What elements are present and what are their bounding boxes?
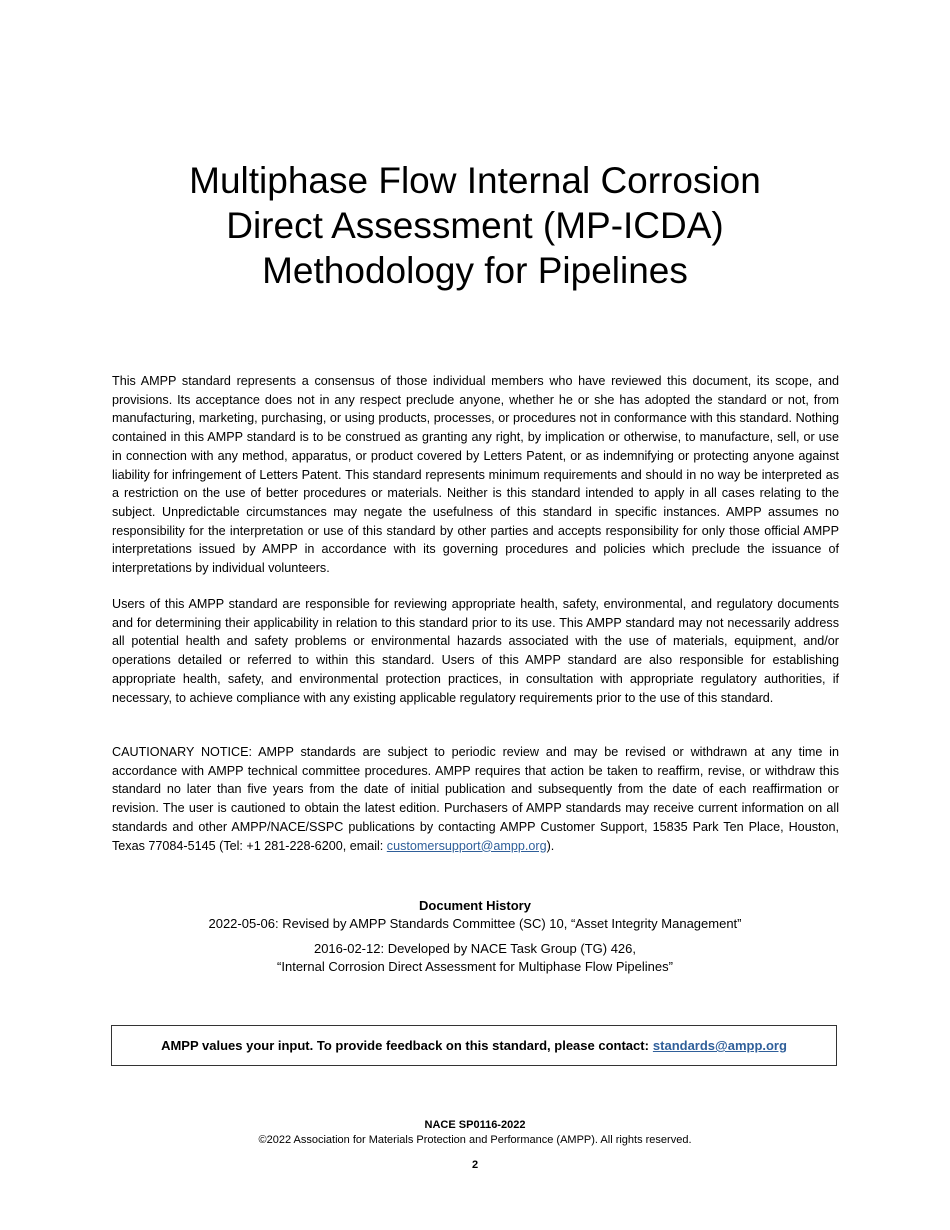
consensus-paragraph: This AMPP standard represents a consensus of those individual members who have reviewed this document, its scope, and provisions. Its acceptance does not in any respect preclude anyone, whether he or she has adopted the standard or not, from manufacturing, marketing, purchasing, or using products, processes, or procedures not in conformance with this standard. Nothing contained in this AMPP standard is to be construed as granting any right, by implication or otherwise, to manufacture, sell, or use in connection with any method, apparatus, or product covered by Letters Patent, or as indemnifying or protecting anyone against liability for infringement of Letters Patent. This standard represents minimum requirements and should in no way be interpreted as a restriction on the use of better procedures or materials. Neither is this standard intended to apply in all cases relating to the subject. Unpredictable circumstances may negate the usefulness of this standard in specific instances. AMPP assumes no responsibility for the interpretation or use of this standard by other parties and accepts responsibility for only those official AMPP interpretations issued by AMPP in accordance with its governing procedures and policies which preclude the issuance of interpretations by individual volunteers.: [112, 374, 839, 576]
cautionary-notice-paragraph: [112, 743, 839, 855]
history-entry-2016-line-2: “Internal Corrosion Direct Assessment for Multiphase Flow Pipelines”: [277, 958, 673, 974]
title-line-3: Methodology for Pipelines: [262, 250, 688, 291]
history-entry-2016-line-1: 2016-02-12: Developed by NACE Task Group (TG) 426,: [313, 941, 637, 956]
title-line-2: Direct Assessment (MP-ICDA): [226, 205, 724, 246]
document-history-heading: Document History: [419, 898, 531, 913]
cautionary-notice-text: CAUTIONARY NOTICE: AMPP standards are subject to periodic review and may be revised or withdrawn at any time in accordance with AMPP technical committee procedures. AMPP requires that action be taken to reaffirm, revise, or withdraw this standard no later than five years from the date of initial publication and subsequently from the date of each reaffirmation or revision. The user is cautioned to obtain the latest edition. Purchasers of AMPP standards may receive current information on all standards and other AMPP/NACE/SSPC publications by contacting AMPP Customer Support, 15835 Park Ten Place, Houston, Texas 77084-5145 (Tel: +1 281-228-6200, email:: [112, 745, 839, 853]
document-title: [0, 158, 950, 293]
page-footer: [0, 1118, 950, 1173]
document-history: [0, 897, 950, 975]
copyright-notice: ©2022 Association for Materials Protection and Performance (AMPP). All rights reserved.: [258, 1134, 692, 1146]
user-responsibility-paragraph: Users of this AMPP standard are responsible for reviewing appropriate health, safety, environmental, and regulatory documents and for determining their applicability in relation to this standard prior to its use. This AMPP standard may not necessarily address all potential health and safety problems or environmental hazards associated with the use of materials, equipment, and/or operations detailed or referred to within this standard. Users of this AMPP standard are also responsible for establishing appropriate health, safety, and environmental protection practices, in consultation with appropriate regulatory authorities, if necessary, to achieve compliance with any existing applicable regulatory requirements prior to the use of this standard.: [112, 597, 839, 705]
standards-email-link[interactable]: standards@ampp.org: [652, 1038, 787, 1053]
standard-code: NACE SP0116-2022: [424, 1119, 526, 1131]
feedback-box: [111, 1025, 837, 1066]
title-line-1: Multiphase Flow Internal Corrosion: [189, 160, 761, 201]
history-entry-2022: 2022-05-06: Revised by AMPP Standards Committee (SC) 10, “Asset Integrity Management”: [208, 915, 742, 931]
feedback-text: AMPP values your input. To provide feedback on this standard, please contact:: [161, 1038, 649, 1053]
cautionary-notice-end: ).: [546, 838, 555, 853]
page-number: 2: [471, 1159, 479, 1171]
customer-support-email-link[interactable]: customersupport@ampp.org: [386, 838, 547, 853]
